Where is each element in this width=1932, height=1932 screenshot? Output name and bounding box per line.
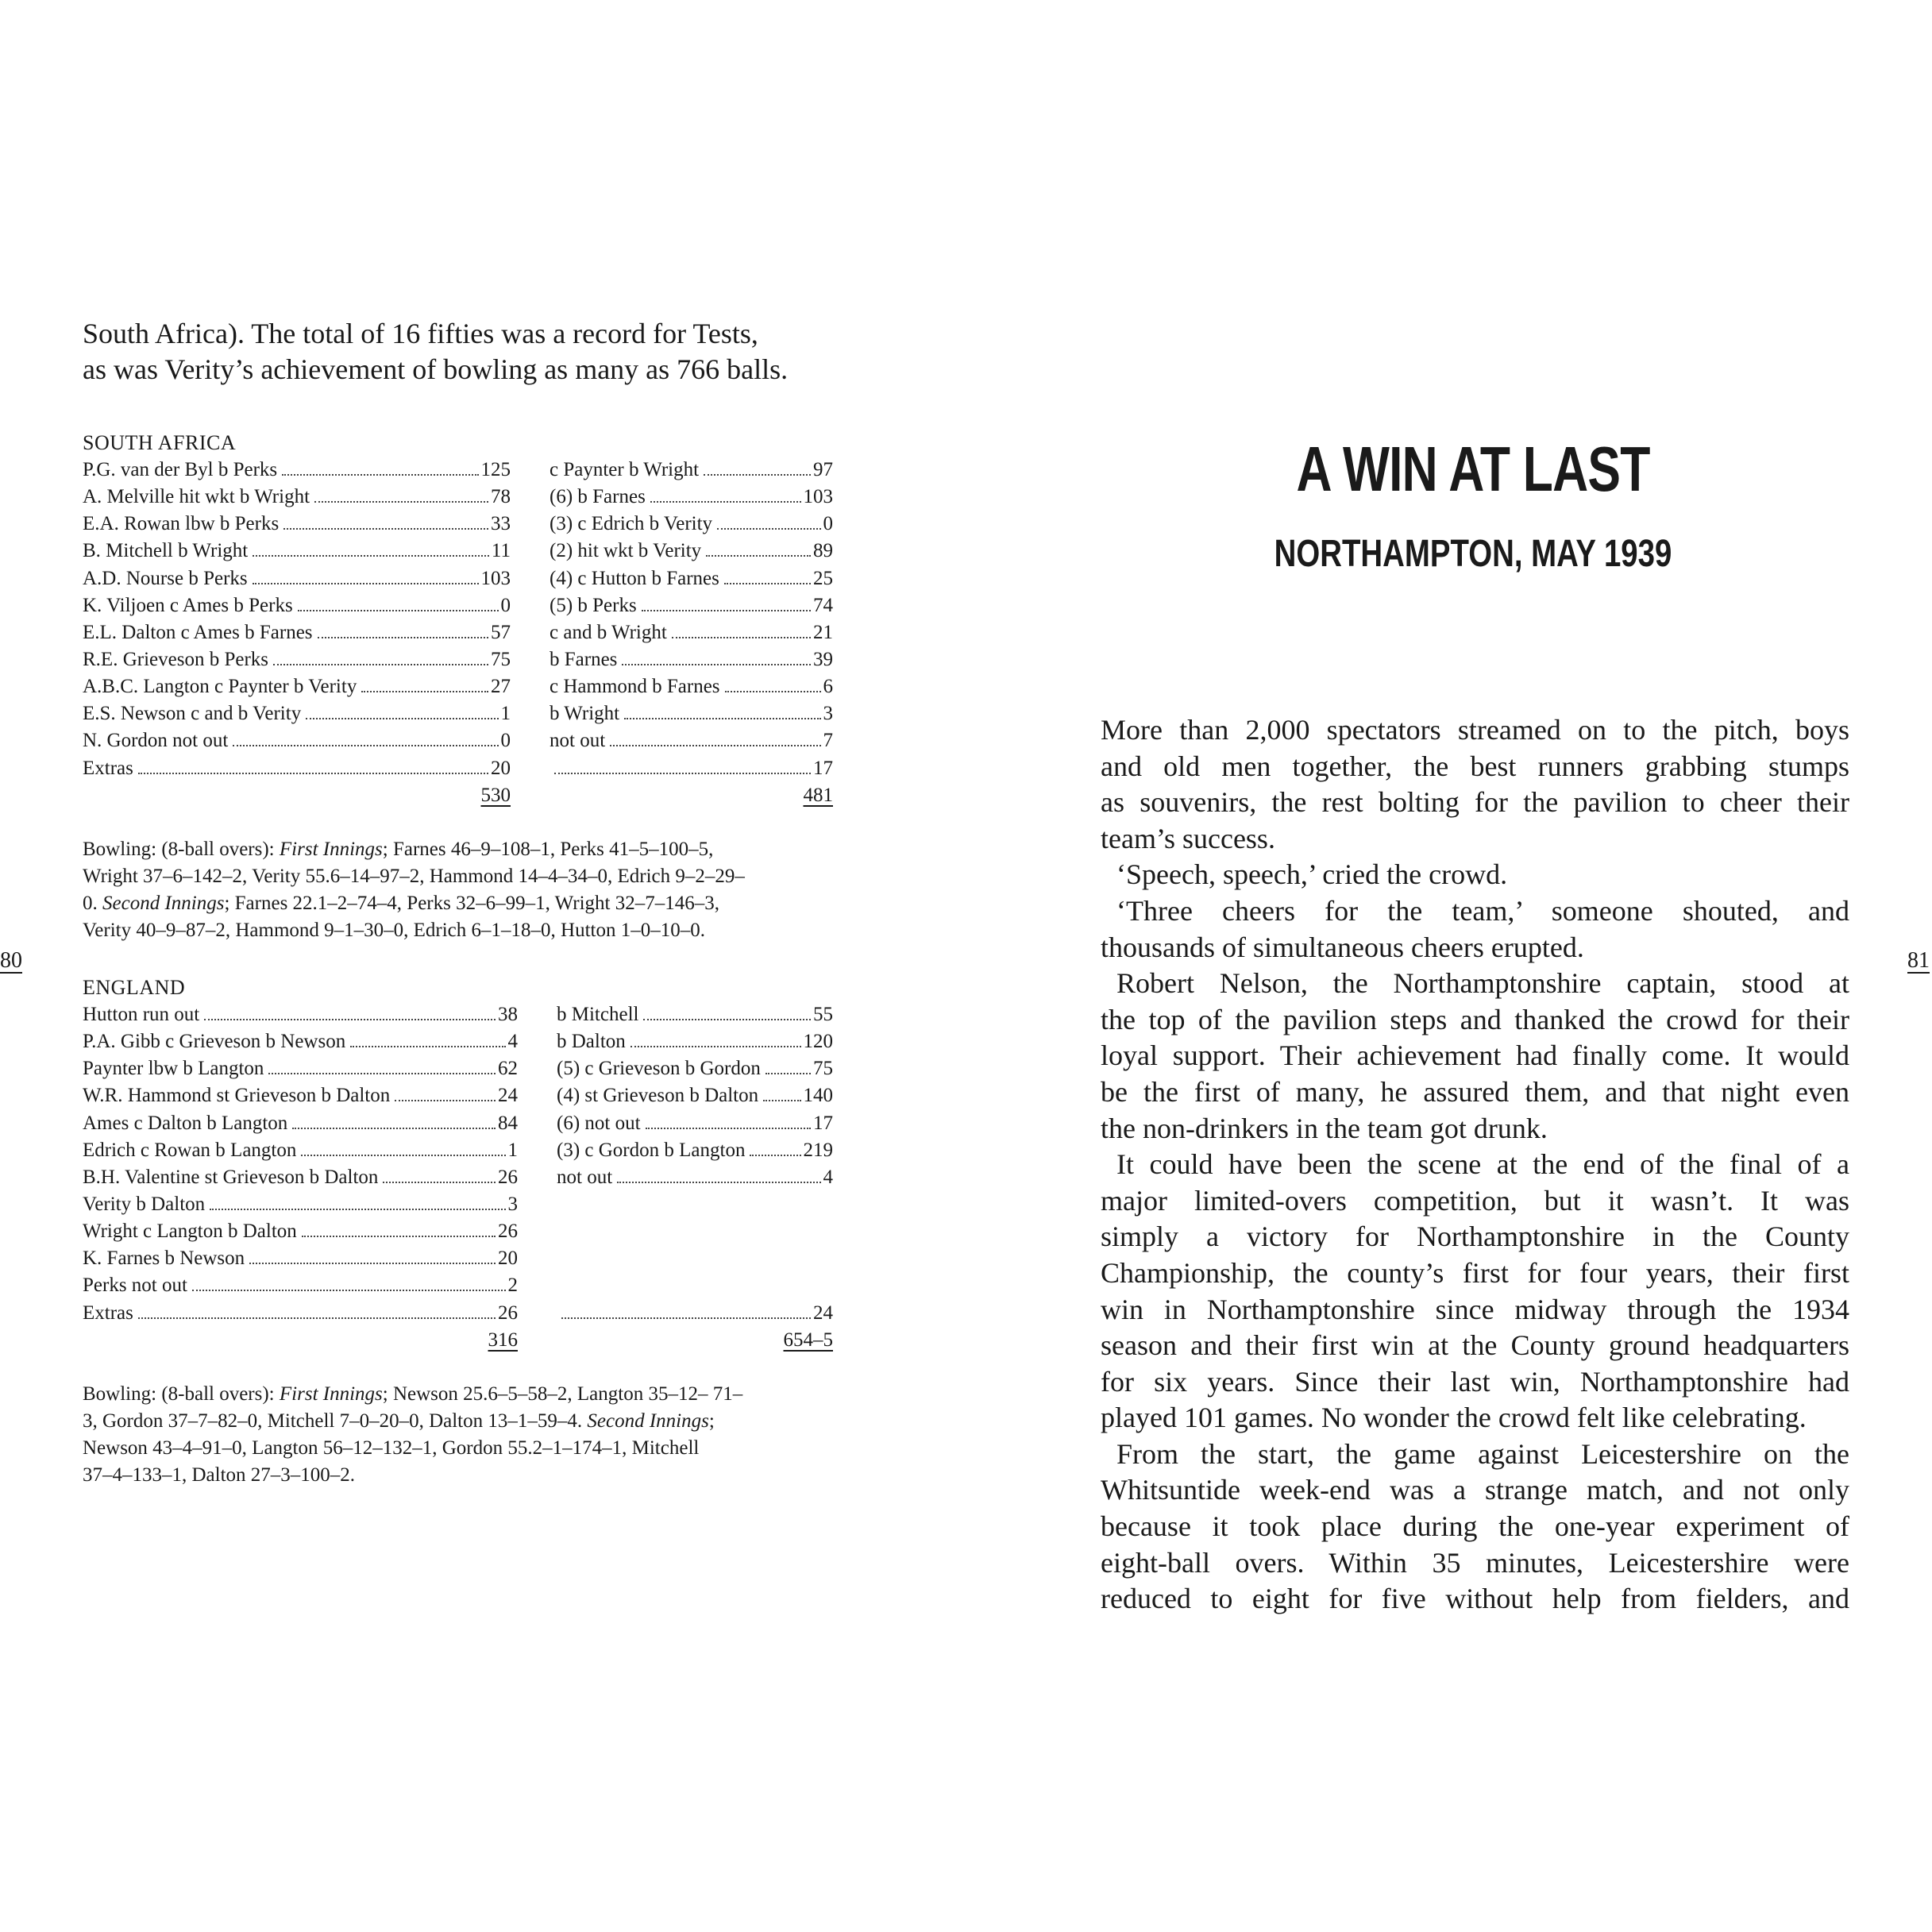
dot-leader — [301, 1155, 505, 1156]
innings-label: Second Innings — [587, 1410, 709, 1432]
bowling-figures: Bowling: (8-ball overs): — [83, 839, 280, 860]
runs-scored: 6 — [823, 676, 833, 698]
score-row — [557, 1300, 833, 1327]
runs-scored: 55 — [813, 1004, 833, 1025]
body-line: Whitsuntide week-end was a strange match, and not only — [1101, 1474, 1849, 1506]
innings-total-row — [83, 1327, 518, 1354]
body-line: simply a victory for Northamptonshire in the County — [1101, 1221, 1849, 1253]
batsman-dismissal: (5) b Perks — [550, 594, 637, 616]
batsman-dismissal: B.H. Valentine st Grieveson b Dalton — [83, 1166, 379, 1188]
score-row — [83, 1245, 518, 1272]
chapter-body — [1101, 712, 1849, 1618]
runs-scored: 0 — [823, 513, 833, 535]
runs-scored: 3 — [507, 1193, 518, 1215]
score-row — [550, 565, 833, 592]
score-row — [83, 538, 511, 565]
dot-leader — [314, 501, 488, 503]
runs-scored: 39 — [813, 648, 833, 670]
score-row — [83, 1300, 518, 1327]
batsman-dismissal: E.S. Newson c and b Verity — [83, 703, 302, 725]
dot-leader — [750, 1155, 800, 1156]
score-row — [83, 727, 511, 754]
intro-line: as was Verity’s achievement of bowling as many as 766 balls. — [83, 353, 789, 385]
score-row — [550, 727, 833, 754]
dot-leader — [350, 1046, 505, 1047]
batsman-dismissal: Extras — [83, 1301, 133, 1324]
batsman-dismissal: N. Gordon not out — [83, 730, 229, 752]
score-row — [83, 1137, 518, 1164]
dot-leader — [650, 501, 801, 503]
england-second-innings — [557, 1001, 833, 1354]
score-row — [83, 1110, 518, 1137]
dot-leader — [763, 1100, 800, 1101]
dot-leader — [383, 1182, 496, 1183]
batsman-dismissal: b Farnes — [550, 648, 618, 670]
runs-scored: 57 — [491, 621, 511, 643]
body-line: Championship, the county’s first for four years, their first — [1101, 1256, 1849, 1289]
body-line: reduced to eight for five without help from fielders, and — [1101, 1583, 1849, 1615]
south-africa-heading: SOUTH AFRICA — [83, 431, 237, 454]
body-line: season and their first win at the County ground headquarters — [1101, 1329, 1849, 1362]
dot-leader — [233, 745, 498, 746]
south-africa-first-innings — [83, 457, 511, 809]
bowling-figures: ; Farnes 46–9–108–1, Perks 41–5–100–5, — [382, 839, 714, 860]
dot-leader — [192, 1290, 506, 1291]
body-line: Robert Nelson, the Northamptonshire captain, stood at — [1116, 967, 1849, 1000]
dot-leader — [253, 583, 479, 584]
bowling-line — [83, 1435, 841, 1462]
innings-total-row — [550, 782, 833, 809]
score-row — [550, 646, 833, 673]
batsman-dismissal: P.A. Gibb c Grieveson b Newson — [83, 1031, 346, 1053]
batsman-dismissal: b Dalton — [557, 1031, 626, 1053]
runs-scored: 11 — [491, 540, 511, 562]
south-africa-bowling — [83, 836, 841, 944]
score-row — [83, 1028, 518, 1055]
score-row — [557, 1191, 833, 1218]
score-row — [83, 700, 511, 727]
dot-leader — [282, 474, 478, 476]
bowling-figures: Bowling: (8-ball overs): — [83, 1383, 280, 1405]
batsman-dismissal: A.D. Nourse b Perks — [83, 567, 248, 589]
batsman-dismissal: (4) c Hutton b Farnes — [550, 567, 719, 589]
dot-leader — [706, 555, 811, 557]
batsman-dismissal: (6) not out — [557, 1112, 641, 1134]
bowling-figures: Verity 40–9–87–2, Hammond 9–1–30–0, Edrich 6–1–18–0, Hutton 1–0–10–0. — [83, 920, 705, 941]
score-row — [83, 1164, 518, 1191]
score-row — [557, 1110, 833, 1137]
england-bowling — [83, 1381, 841, 1489]
bowling-line — [83, 836, 841, 863]
body-line: team’s success. — [1101, 822, 1275, 854]
runs-scored: 62 — [498, 1058, 518, 1080]
batsman-dismissal: Extras — [83, 757, 133, 779]
dot-leader — [395, 1100, 496, 1101]
runs-scored: 4 — [823, 1166, 833, 1188]
score-row — [557, 1164, 833, 1191]
south-africa-second-innings — [550, 457, 833, 809]
batsman-dismissal: not out — [557, 1166, 613, 1188]
score-row — [550, 619, 833, 646]
dot-leader — [253, 555, 489, 557]
body-line: loyal support. Their achievement had finally come. It would — [1101, 1039, 1849, 1072]
dot-leader — [631, 1046, 801, 1047]
runs-scored: 27 — [491, 676, 511, 698]
score-row — [83, 1272, 518, 1299]
batsman-dismissal: W.R. Hammond st Grieveson b Dalton — [83, 1085, 391, 1107]
dot-leader — [306, 718, 498, 719]
runs-scored: 125 — [480, 459, 511, 480]
batsman-dismissal: b Wright — [550, 703, 620, 725]
batsman-dismissal: Paynter lbw b Langton — [83, 1058, 264, 1080]
batsman-dismissal: Perks not out — [83, 1275, 187, 1297]
runs-scored: 26 — [498, 1221, 518, 1243]
body-line: the non-drinkers in the team got drunk. — [1101, 1112, 1548, 1144]
dot-leader — [138, 773, 488, 774]
dot-leader — [273, 664, 488, 665]
runs-scored: 38 — [498, 1004, 518, 1025]
body-line: major limited-overs competition, but it wasn’t. It was — [1101, 1184, 1849, 1217]
innings-total-row — [83, 782, 511, 809]
batsman-dismissal: Ames c Dalton b Langton — [83, 1112, 288, 1134]
bowling-line — [83, 1462, 841, 1489]
intro-paragraph — [83, 316, 841, 388]
dot-leader — [292, 1128, 496, 1129]
body-line: because it took place during the one-year experiment of — [1101, 1510, 1849, 1543]
body-line: played 101 games. No wonder the crowd felt like celebrating. — [1101, 1402, 1807, 1434]
batsman-dismissal: P.G. van der Byl b Perks — [83, 459, 278, 480]
score-row — [83, 484, 511, 511]
dot-leader — [622, 664, 811, 665]
bowling-line — [83, 1381, 841, 1408]
runs-scored: 1 — [500, 703, 511, 725]
score-row — [83, 565, 511, 592]
dot-leader — [646, 1128, 811, 1129]
runs-scored: 78 — [491, 486, 511, 508]
body-line: win in Northamptonshire since midway through the 1934 — [1101, 1293, 1849, 1325]
runs-scored: 7 — [823, 730, 833, 752]
batsman-dismissal: (4) st Grieveson b Dalton — [557, 1085, 759, 1107]
runs-scored: 120 — [803, 1031, 833, 1053]
runs-scored: 17 — [813, 757, 833, 779]
score-row — [83, 646, 511, 673]
batsman-dismissal: B. Mitchell b Wright — [83, 540, 249, 562]
body-line: the top of the pavilion steps and thanked the crowd for their — [1101, 1003, 1849, 1035]
body-line: eight-ball overs. Within 35 minutes, Leicestershire were — [1101, 1546, 1849, 1579]
score-row — [83, 1001, 518, 1028]
score-row — [550, 457, 833, 484]
body-line: thousands of simultaneous cheers erupted. — [1101, 931, 1584, 963]
bowling-figures: ; — [708, 1410, 715, 1432]
batsman-dismissal: Wright c Langton b Dalton — [83, 1221, 297, 1243]
dot-leader — [672, 637, 811, 638]
bowling-figures: ; Newson 25.6–5–58–2, Langton 35–12– 71– — [382, 1383, 743, 1405]
score-row — [83, 673, 511, 700]
chapter-title: A WIN AT LAST — [1296, 434, 1650, 504]
score-row — [557, 1028, 833, 1055]
runs-scored: 0 — [500, 730, 511, 752]
dot-leader — [554, 773, 811, 774]
body-line: More than 2,000 spectators streamed on to the pitch, boys — [1101, 714, 1849, 746]
body-line: It could have been the scene at the end of the final of a — [1116, 1148, 1849, 1181]
innings-total: 530 — [480, 784, 511, 806]
body-line: From the start, the game against Leicestershire on the — [1116, 1437, 1849, 1470]
bowling-figures: 0. — [83, 893, 102, 914]
body-line: as souvenirs, the rest bolting for the pavilion to cheer their — [1101, 786, 1849, 819]
score-row — [83, 1055, 518, 1082]
dot-leader — [724, 583, 811, 584]
score-row — [557, 1137, 833, 1164]
bowling-figures: Wright 37–6–142–2, Verity 55.6–14–97–2, Hammond 14–4–34–0, Edrich 9–2–29– — [83, 866, 745, 887]
bowling-figures: ; Farnes 22.1–2–74–4, Perks 32–6–99–1, Wright 32–7–146–3, — [224, 893, 719, 914]
bowling-line — [83, 917, 841, 944]
body-line: ‘Three cheers for the team,’ someone shouted, and — [1116, 894, 1849, 927]
innings-label: First Innings — [279, 839, 383, 860]
dot-leader — [318, 637, 488, 638]
dot-leader — [642, 610, 811, 611]
dot-leader — [617, 1182, 820, 1183]
dot-leader — [624, 718, 820, 719]
dot-leader — [561, 1317, 811, 1319]
batsman-dismissal: K. Farnes b Newson — [83, 1248, 245, 1270]
runs-scored: 97 — [813, 459, 833, 480]
batsman-dismissal: Verity b Dalton — [83, 1193, 206, 1215]
bowling-figures: Newson 43–4–91–0, Langton 56–12–132–1, Gordon 55.2–1–174–1, Mitchell — [83, 1437, 700, 1459]
score-row — [550, 538, 833, 565]
score-row — [550, 700, 833, 727]
dot-leader — [765, 1073, 811, 1074]
body-line: be the first of many, he assured them, and that night even — [1101, 1075, 1849, 1108]
intro-line: South Africa). The total of 16 fifties was a record for Tests, — [83, 318, 758, 349]
runs-scored: 24 — [498, 1085, 518, 1107]
score-row — [83, 511, 511, 538]
body-line: and old men together, the best runners grabbing stumps — [1101, 750, 1849, 782]
runs-scored: 75 — [813, 1058, 833, 1080]
dot-leader — [643, 1019, 811, 1020]
batsman-dismissal: Hutton run out — [83, 1004, 200, 1025]
runs-scored: 1 — [507, 1139, 518, 1161]
score-row — [550, 484, 833, 511]
bowling-line — [83, 890, 841, 917]
dot-leader — [302, 1236, 496, 1237]
score-row — [550, 592, 833, 619]
score-row — [83, 619, 511, 646]
score-row — [83, 592, 511, 619]
dot-leader — [283, 528, 488, 530]
runs-scored: 20 — [491, 757, 511, 779]
dot-leader — [298, 610, 499, 611]
chapter-subtitle: NORTHAMPTON, MAY 1939 — [1274, 533, 1672, 575]
runs-scored: 17 — [813, 1112, 833, 1134]
runs-scored: 20 — [498, 1248, 518, 1270]
score-row — [550, 511, 833, 538]
batsman-dismissal: (3) c Gordon b Langton — [557, 1139, 746, 1161]
runs-scored: 25 — [813, 567, 833, 589]
runs-scored: 33 — [491, 513, 511, 535]
batsman-dismissal: c and b Wright — [550, 621, 667, 643]
dot-leader — [704, 474, 811, 476]
runs-scored: 26 — [498, 1166, 518, 1188]
dot-leader — [361, 691, 488, 692]
batsman-dismissal: E.A. Rowan lbw b Perks — [83, 513, 280, 535]
runs-scored: 89 — [813, 540, 833, 562]
runs-scored: 74 — [813, 594, 833, 616]
score-row — [550, 755, 833, 782]
batsman-dismissal: E.L. Dalton c Ames b Farnes — [83, 621, 313, 643]
runs-scored: 3 — [823, 703, 833, 725]
innings-label: First Innings — [279, 1383, 383, 1405]
runs-scored: 75 — [491, 648, 511, 670]
runs-scored: 84 — [498, 1112, 518, 1134]
dot-leader — [610, 745, 820, 746]
batsman-dismissal: c Paynter b Wright — [550, 459, 700, 480]
batsman-dismissal: not out — [550, 730, 606, 752]
batsman-dismissal: (2) hit wkt b Verity — [550, 540, 702, 562]
bowling-line — [83, 863, 841, 890]
batsman-dismissal: A.B.C. Langton c Paynter b Verity — [83, 676, 357, 698]
batsman-dismissal: b Mitchell — [557, 1004, 639, 1025]
score-row — [83, 457, 511, 484]
innings-total: 481 — [803, 784, 833, 806]
runs-scored: 2 — [507, 1275, 518, 1297]
runs-scored: 219 — [803, 1139, 833, 1161]
page-number-right: 81 — [1907, 948, 1930, 973]
innings-total-row — [557, 1327, 833, 1354]
innings-total: 654–5 — [783, 1328, 833, 1351]
batsman-dismissal: c Hammond b Farnes — [550, 676, 720, 698]
runs-scored: 103 — [480, 567, 511, 589]
dot-leader — [210, 1209, 505, 1210]
runs-scored: 0 — [500, 594, 511, 616]
score-row — [557, 1082, 833, 1109]
score-row — [557, 1218, 833, 1245]
body-line: ‘Speech, speech,’ cried the crowd. — [1116, 858, 1508, 891]
score-row — [83, 1082, 518, 1109]
bowling-figures: 37–4–133–1, Dalton 27–3–100–2. — [83, 1464, 356, 1486]
score-row — [557, 1001, 833, 1028]
dot-leader — [725, 691, 821, 692]
runs-scored: 24 — [813, 1301, 833, 1324]
england-heading: ENGLAND — [83, 976, 186, 999]
runs-scored: 21 — [813, 621, 833, 643]
score-row — [83, 755, 511, 782]
batsman-dismissal: (6) b Farnes — [550, 486, 646, 508]
score-row — [557, 1272, 833, 1299]
score-row — [557, 1055, 833, 1082]
dot-leader — [249, 1263, 496, 1264]
dot-leader — [717, 528, 820, 530]
page-number-left: 80 — [0, 948, 22, 973]
runs-scored: 140 — [803, 1085, 833, 1107]
batsman-dismissal: (5) c Grieveson b Gordon — [557, 1058, 761, 1080]
innings-label: Second Innings — [102, 893, 225, 914]
score-row — [83, 1191, 518, 1218]
body-line: for six years. Since their last win, Northamptonshire had — [1101, 1365, 1849, 1398]
batsman-dismissal: Edrich c Rowan b Langton — [83, 1139, 297, 1161]
innings-total: 316 — [488, 1328, 518, 1351]
runs-scored: 103 — [803, 486, 833, 508]
bowling-line — [83, 1408, 841, 1435]
score-row — [557, 1245, 833, 1272]
score-row — [83, 1218, 518, 1245]
batsman-dismissal: R.E. Grieveson b Perks — [83, 648, 268, 670]
score-row — [550, 673, 833, 700]
dot-leader — [268, 1073, 496, 1074]
dot-leader — [204, 1019, 496, 1020]
bowling-figures: 3, Gordon 37–7–82–0, Mitchell 7–0–20–0, Dalton 13–1–59–4. — [83, 1410, 588, 1432]
england-first-innings — [83, 1001, 518, 1354]
batsman-dismissal: K. Viljoen c Ames b Perks — [83, 594, 293, 616]
batsman-dismissal: A. Melville hit wkt b Wright — [83, 486, 310, 508]
batsman-dismissal: (3) c Edrich b Verity — [550, 513, 713, 535]
runs-scored: 26 — [498, 1301, 518, 1324]
runs-scored: 4 — [507, 1031, 518, 1053]
dot-leader — [138, 1317, 496, 1319]
